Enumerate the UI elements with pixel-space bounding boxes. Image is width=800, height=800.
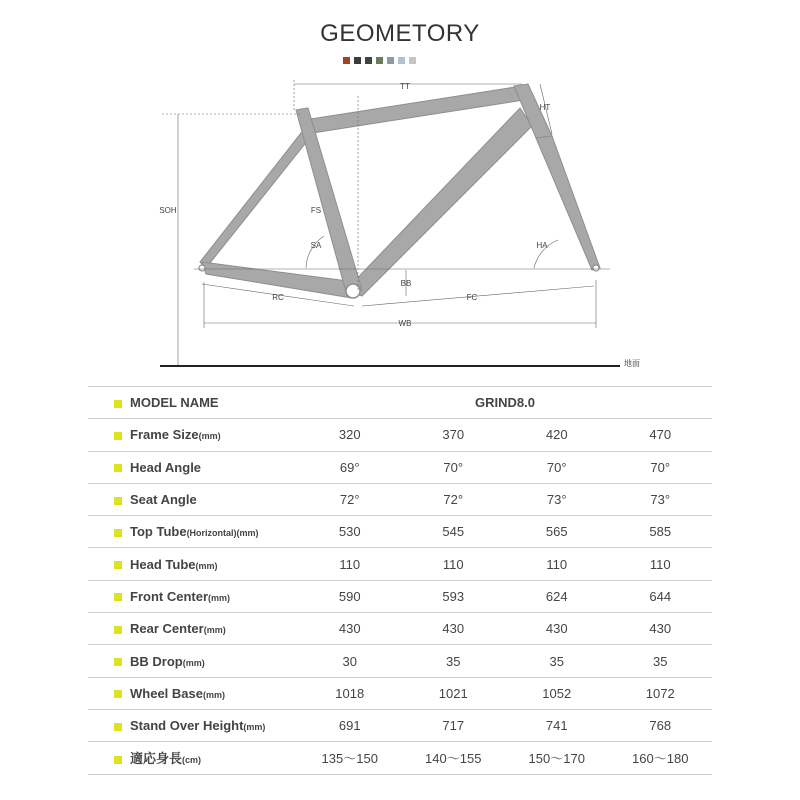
table-cell: 420	[505, 419, 609, 451]
table-cell: 150〜170	[505, 742, 609, 774]
table-row	[88, 548, 712, 580]
table-cell: 430	[609, 613, 713, 645]
table-row	[88, 677, 712, 709]
table-cell: 593	[402, 580, 506, 612]
table-cell: 135〜150	[298, 742, 402, 774]
seat-tube	[296, 108, 362, 292]
row-label: Top Tube(Horizontal)(mm)	[88, 516, 298, 548]
row-label: Seat Angle	[88, 483, 298, 515]
bb-label: BB	[400, 279, 412, 288]
table-row-model	[88, 387, 712, 419]
table-cell: 1021	[402, 677, 506, 709]
table-cell: 70°	[402, 451, 506, 483]
bullet-square	[114, 529, 122, 537]
table-cell: 69°	[298, 451, 402, 483]
bullet-square	[114, 658, 122, 666]
seat-stay	[200, 124, 316, 268]
fs-label: FS	[310, 206, 322, 215]
table-cell: 430	[505, 613, 609, 645]
row-label: Wheel Base(mm)	[88, 677, 298, 709]
bottom-bracket	[346, 284, 360, 298]
table-cell: 1072	[609, 677, 713, 709]
table-row	[88, 645, 712, 677]
row-label: Stand Over Height(mm)	[88, 709, 298, 741]
row-label: MODEL NAME	[88, 387, 298, 419]
ha-label: HA	[536, 241, 548, 250]
table-cell: 430	[298, 613, 402, 645]
page-title: GEOMETORY	[320, 20, 480, 47]
ground-label: 地面	[624, 359, 640, 368]
fc-label: FC	[466, 293, 478, 302]
front-axle	[593, 265, 599, 271]
table-cell: 585	[609, 516, 713, 548]
wb-label: WB	[398, 319, 412, 328]
table-cell: 565	[505, 516, 609, 548]
table-cell: 110	[609, 548, 713, 580]
row-label: Frame Size(mm)	[88, 419, 298, 451]
table-row	[88, 709, 712, 741]
bullet-square	[114, 432, 122, 440]
row-label: BB Drop(mm)	[88, 645, 298, 677]
table-cell: 140〜155	[402, 742, 506, 774]
table-cell: 110	[402, 548, 506, 580]
table-cell: 590	[298, 580, 402, 612]
table-cell: 320	[298, 419, 402, 451]
table-cell: 530	[298, 516, 402, 548]
model-name-value: GRIND8.0	[298, 387, 712, 419]
ht-label: HT	[539, 103, 551, 112]
bullet-square	[114, 690, 122, 698]
sa-label: SA	[310, 241, 322, 250]
bullet-square	[114, 400, 122, 408]
table-cell: 741	[505, 709, 609, 741]
geometry-diagram	[0, 0, 800, 380]
table-cell: 30	[298, 645, 402, 677]
table-cell: 1018	[298, 677, 402, 709]
table-row	[88, 516, 712, 548]
soh-label: SOH	[159, 206, 177, 215]
table-cell: 72°	[402, 483, 506, 515]
row-label: Front Center(mm)	[88, 580, 298, 612]
table-cell: 110	[298, 548, 402, 580]
bike-frame	[200, 84, 600, 298]
bullet-square	[114, 626, 122, 634]
table-cell: 624	[505, 580, 609, 612]
row-label: Head Tube(mm)	[88, 548, 298, 580]
table-row	[88, 580, 712, 612]
table-cell: 110	[505, 548, 609, 580]
rear-axle	[199, 265, 205, 271]
table-cell: 768	[609, 709, 713, 741]
table-cell: 470	[609, 419, 713, 451]
table-cell: 160〜180	[609, 742, 713, 774]
table-cell: 70°	[505, 451, 609, 483]
row-label: Head Angle	[88, 451, 298, 483]
table-row	[88, 451, 712, 483]
bullet-square	[114, 561, 122, 569]
table-row	[88, 483, 712, 515]
table-cell: 35	[402, 645, 506, 677]
table-cell: 70°	[609, 451, 713, 483]
table-row	[88, 419, 712, 451]
geometry-table	[88, 386, 712, 775]
table-cell: 73°	[505, 483, 609, 515]
table-cell: 717	[402, 709, 506, 741]
rc-label: RC	[272, 293, 284, 302]
table-cell: 691	[298, 709, 402, 741]
down-tube	[346, 108, 532, 296]
table-cell: 72°	[298, 483, 402, 515]
table-cell: 35	[609, 645, 713, 677]
top-tube	[304, 86, 524, 134]
table-row	[88, 742, 712, 774]
table-cell: 545	[402, 516, 506, 548]
tt-label: TT	[400, 82, 410, 91]
bullet-square	[114, 723, 122, 731]
bullet-square	[114, 464, 122, 472]
bullet-square	[114, 497, 122, 505]
bullet-square	[114, 593, 122, 601]
bullet-square	[114, 756, 122, 764]
row-label: Rear Center(mm)	[88, 613, 298, 645]
table-cell: 35	[505, 645, 609, 677]
table-row	[88, 613, 712, 645]
table-cell: 1052	[505, 677, 609, 709]
table-cell: 73°	[609, 483, 713, 515]
table-cell: 430	[402, 613, 506, 645]
row-label: 適応身長(cm)	[88, 742, 298, 774]
table-cell: 370	[402, 419, 506, 451]
table-cell: 644	[609, 580, 713, 612]
